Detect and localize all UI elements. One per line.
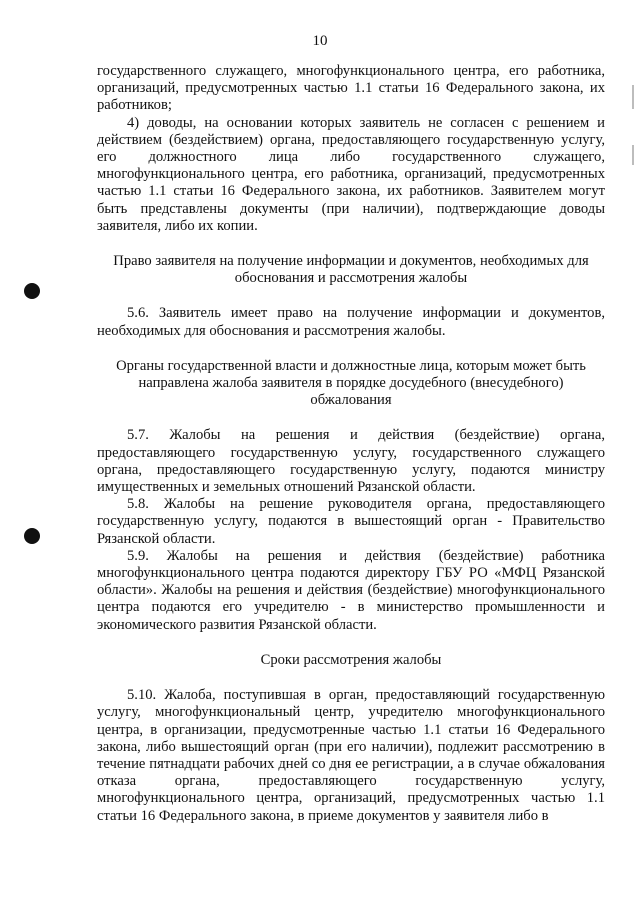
margin-mark [632,85,634,109]
paragraph-item-4: 4) доводы, на основании которых заявитель не согласен с решением и действием (бездействием) органа, предоставляющего государственную услугу, его должностного лица либо государственного служащего, многофункционального центра, его работника, организаций, предусмотренных частью 1.1 статьи 16 Федерального закона, их работников. Заявителем могут быть представлены документы (при наличии), подтверждающие доводы заявителя, либо их копии. [97,114,605,234]
margin-mark [632,145,634,165]
paragraph-continued: государственного служащего, многофункционального центра, его работника, организаций, предусмотренных частью 1.1 статьи 16 Федерального закона, их работников; [97,63,605,114]
binder-hole-top [24,283,40,299]
paragraph-5-7: 5.7. Жалобы на решения и действия (бездействие) органа, предоставляющего государственную услугу, государственного служащего органа, предоставляющего государственную услугу, подаются министру имущественных и земельных отношений Рязанской области. [97,427,605,496]
document-body [97,63,605,825]
paragraph-5-6: 5.6. Заявитель имеет право на получение информации и документов, необходимых для обоснования и рассмотрения жалобы. [97,305,605,339]
paragraph-5-10: 5.10. Жалоба, поступившая в орган, предоставляющий государственную услугу, многофункциональный центр, учредителю многофункционального центра, в организации, предусмотренные частью 1.1 статьи 16 Федерального закона, либо вышестоящий орган (при его наличии), подлежит рассмотрению в течение пятнадцати рабочих дней со дня ее регистрации, а в случае обжалования отказа органа, предоставляющего государственную услугу, многофункционального центра, организаций, предусмотренных частью 1.1 статьи 16 Федерального закона, в приеме документов у заявителя либо в [97,687,605,824]
section-heading-authorities: Органы государственной власти и должностные лица, которым может быть направлена жалоба заявителя в порядке досудебного (внесудебного) обжалования [116,357,586,409]
paragraph-5-8: 5.8. Жалобы на решение руководителя органа, предоставляющего государственную услугу, подаются в вышестоящий орган - Правительство Рязанской области. [97,496,605,547]
page-number: 10 [312,33,328,49]
binder-hole-bottom [24,528,40,544]
section-heading-rights: Право заявителя на получение информации и документов, необходимых для обоснования и рассмотрения жалобы [113,253,589,287]
paragraph-5-9: 5.9. Жалобы на решения и действия (бездействие) работника многофункционального центра подаются директору ГБУ РО «МФЦ Рязанской области». Жалобы на решения и действия (бездействие) многофункционального центра подаются его учредителю - в министерство промышленности и экономического развития Рязанской области. [97,547,605,633]
section-heading-deadlines: Сроки рассмотрения жалобы [260,651,442,668]
